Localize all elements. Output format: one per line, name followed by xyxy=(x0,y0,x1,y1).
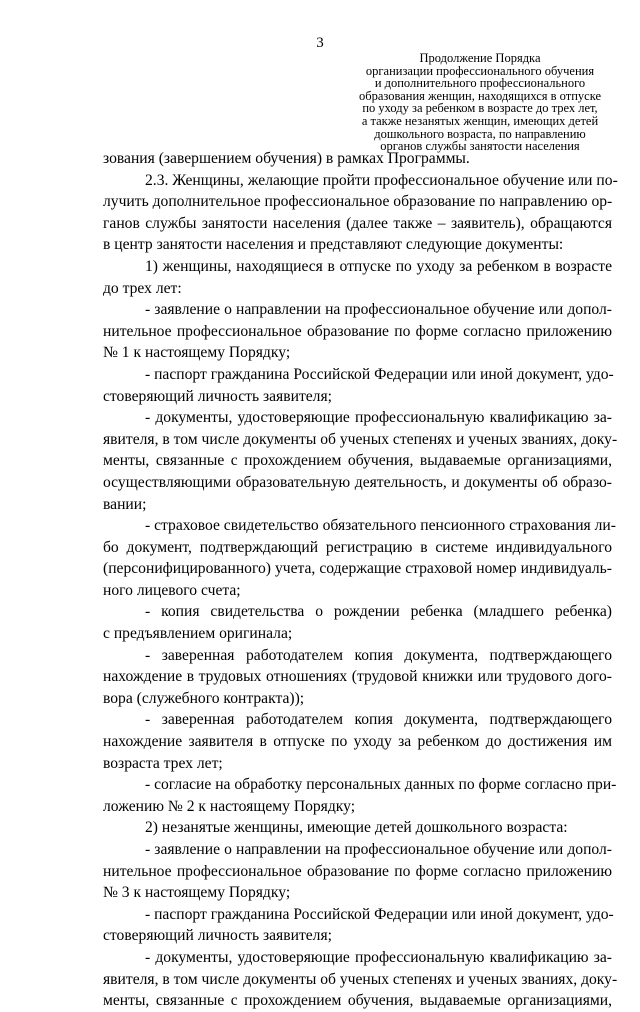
body-text-line: осуществляющими образовательную деятельность, и документы об образо- xyxy=(103,473,612,491)
body-text-line: нительное профессиональное образование по форме согласно приложению xyxy=(103,322,612,340)
body-text-line: - копия свидетельства о рождении ребенка (младшего ребенка) xyxy=(145,603,612,621)
body-text-line: ганов службы занятости населения (далее также – заявитель), обращаются xyxy=(103,214,612,232)
body-text-line: 1) женщины, находящиеся в отпуске по уходу за ребенком в возрасте xyxy=(145,257,612,275)
header-line: Продолжение Порядка xyxy=(419,51,541,65)
document-header xyxy=(340,52,620,153)
body-text-line: - документы, удостоверяющие профессиональную квалификацию за- xyxy=(145,409,612,427)
header-line: и дополнительного профессионального xyxy=(374,76,586,91)
body-text-line: - заявление о направлении на профессиональное обучение или допол- xyxy=(145,841,612,858)
body-text-line: - заверенная работодателем копия документа, подтверждающего xyxy=(145,646,612,664)
body-text-line: нахождение в трудовых отношениях (трудовой книжки или трудового дого- xyxy=(103,668,612,686)
body-text-line: возраста трех лет; xyxy=(103,754,223,772)
body-text-line: - паспорт гражданина Российской Федерации или иной документ, удо- xyxy=(145,365,614,383)
body-text-line: явителя, в том числе документы об ученых степенях и ученых званиях, доку- xyxy=(103,970,618,988)
body-text-line: бо документ, подтверждающий регистрацию в системе индивидуального xyxy=(103,538,612,556)
body-text-line: - паспорт гражданина Российской Федерации или иной документ, удо- xyxy=(145,905,614,923)
body-text-line: ного лицевого счета; xyxy=(103,581,241,599)
body-text-line: 2) незанятые женщины, имеющие детей дошкольного возраста: xyxy=(145,819,568,837)
body-text-line: - страховое свидетельство обязательного пенсионного страхования ли- xyxy=(145,517,616,535)
body-text-line: № 1 к настоящему Порядку; xyxy=(103,344,291,362)
body-text-line: нахождение заявителя в отпуске по уходу за ребенком до достижения им xyxy=(103,733,612,751)
body-text-line: лучить дополнительное профессиональное образование по направлению ор- xyxy=(103,193,613,211)
body-text-line: менты, связанные с прохождением обучения, выдаваемые организациями, xyxy=(103,992,612,1010)
body-text-line: стоверяющий личность заявителя; xyxy=(103,927,332,945)
header-line: образования женщин, находящихся в отпуске xyxy=(358,88,602,103)
body-text-line: явителя, в том числе документы об ученых степенях и ученых званиях, доку- xyxy=(103,430,618,448)
body-text-line: - заверенная работодателем копия документа, подтверждающего xyxy=(145,711,612,729)
body-text-line: - заявление о направлении на профессиональное обучение или допол- xyxy=(145,301,612,319)
body-text-line: (персонифицированного) учета, содержащие страховой номер индивидуаль- xyxy=(103,560,612,578)
body-text-line: - документы, удостоверяющие профессиональную квалификацию за- xyxy=(145,948,612,966)
header-line: по уходу за ребенком в возрасте до трех лет, xyxy=(362,101,598,116)
header-line: органов службы занятости населения xyxy=(380,139,580,154)
body-text-line: № 3 к настоящему Порядку; xyxy=(103,884,291,902)
document-body xyxy=(103,148,618,1012)
header-line: дошкольного возраста, по направлению xyxy=(374,126,586,141)
body-text-line: стоверяющий личность заявителя; xyxy=(103,387,332,405)
body-text-line: менты, связанные с прохождением обучения, выдаваемые организациями, xyxy=(103,452,612,470)
body-text-line: ложению № 2 к настоящему Порядку; xyxy=(103,797,356,815)
body-text-line: - согласие на обработку персональных данных по форме согласно при- xyxy=(145,776,617,794)
header-line: а также незанятых женщин, имеющих детей xyxy=(361,113,599,128)
body-text-line: вора (служебного контракта)); xyxy=(103,689,305,707)
body-text-line: нительное профессиональное образование по форме согласно приложению xyxy=(103,862,612,880)
page-number: 3 xyxy=(316,35,324,51)
body-text-line: 2.3. Женщины, желающие пройти профессиональное обучение или по- xyxy=(145,171,618,189)
body-text-line: зования (завершением обучения) в рамках Программы. xyxy=(103,150,470,167)
body-text-line: в центр занятости населения и представляют следующие документы: xyxy=(103,236,564,254)
body-text-line: вании; xyxy=(103,495,147,513)
body-text-line: до трех лет: xyxy=(103,279,182,297)
header-line: организации профессионального обучения xyxy=(365,63,595,78)
body-text-line: с предъявлением оригинала; xyxy=(103,625,293,643)
